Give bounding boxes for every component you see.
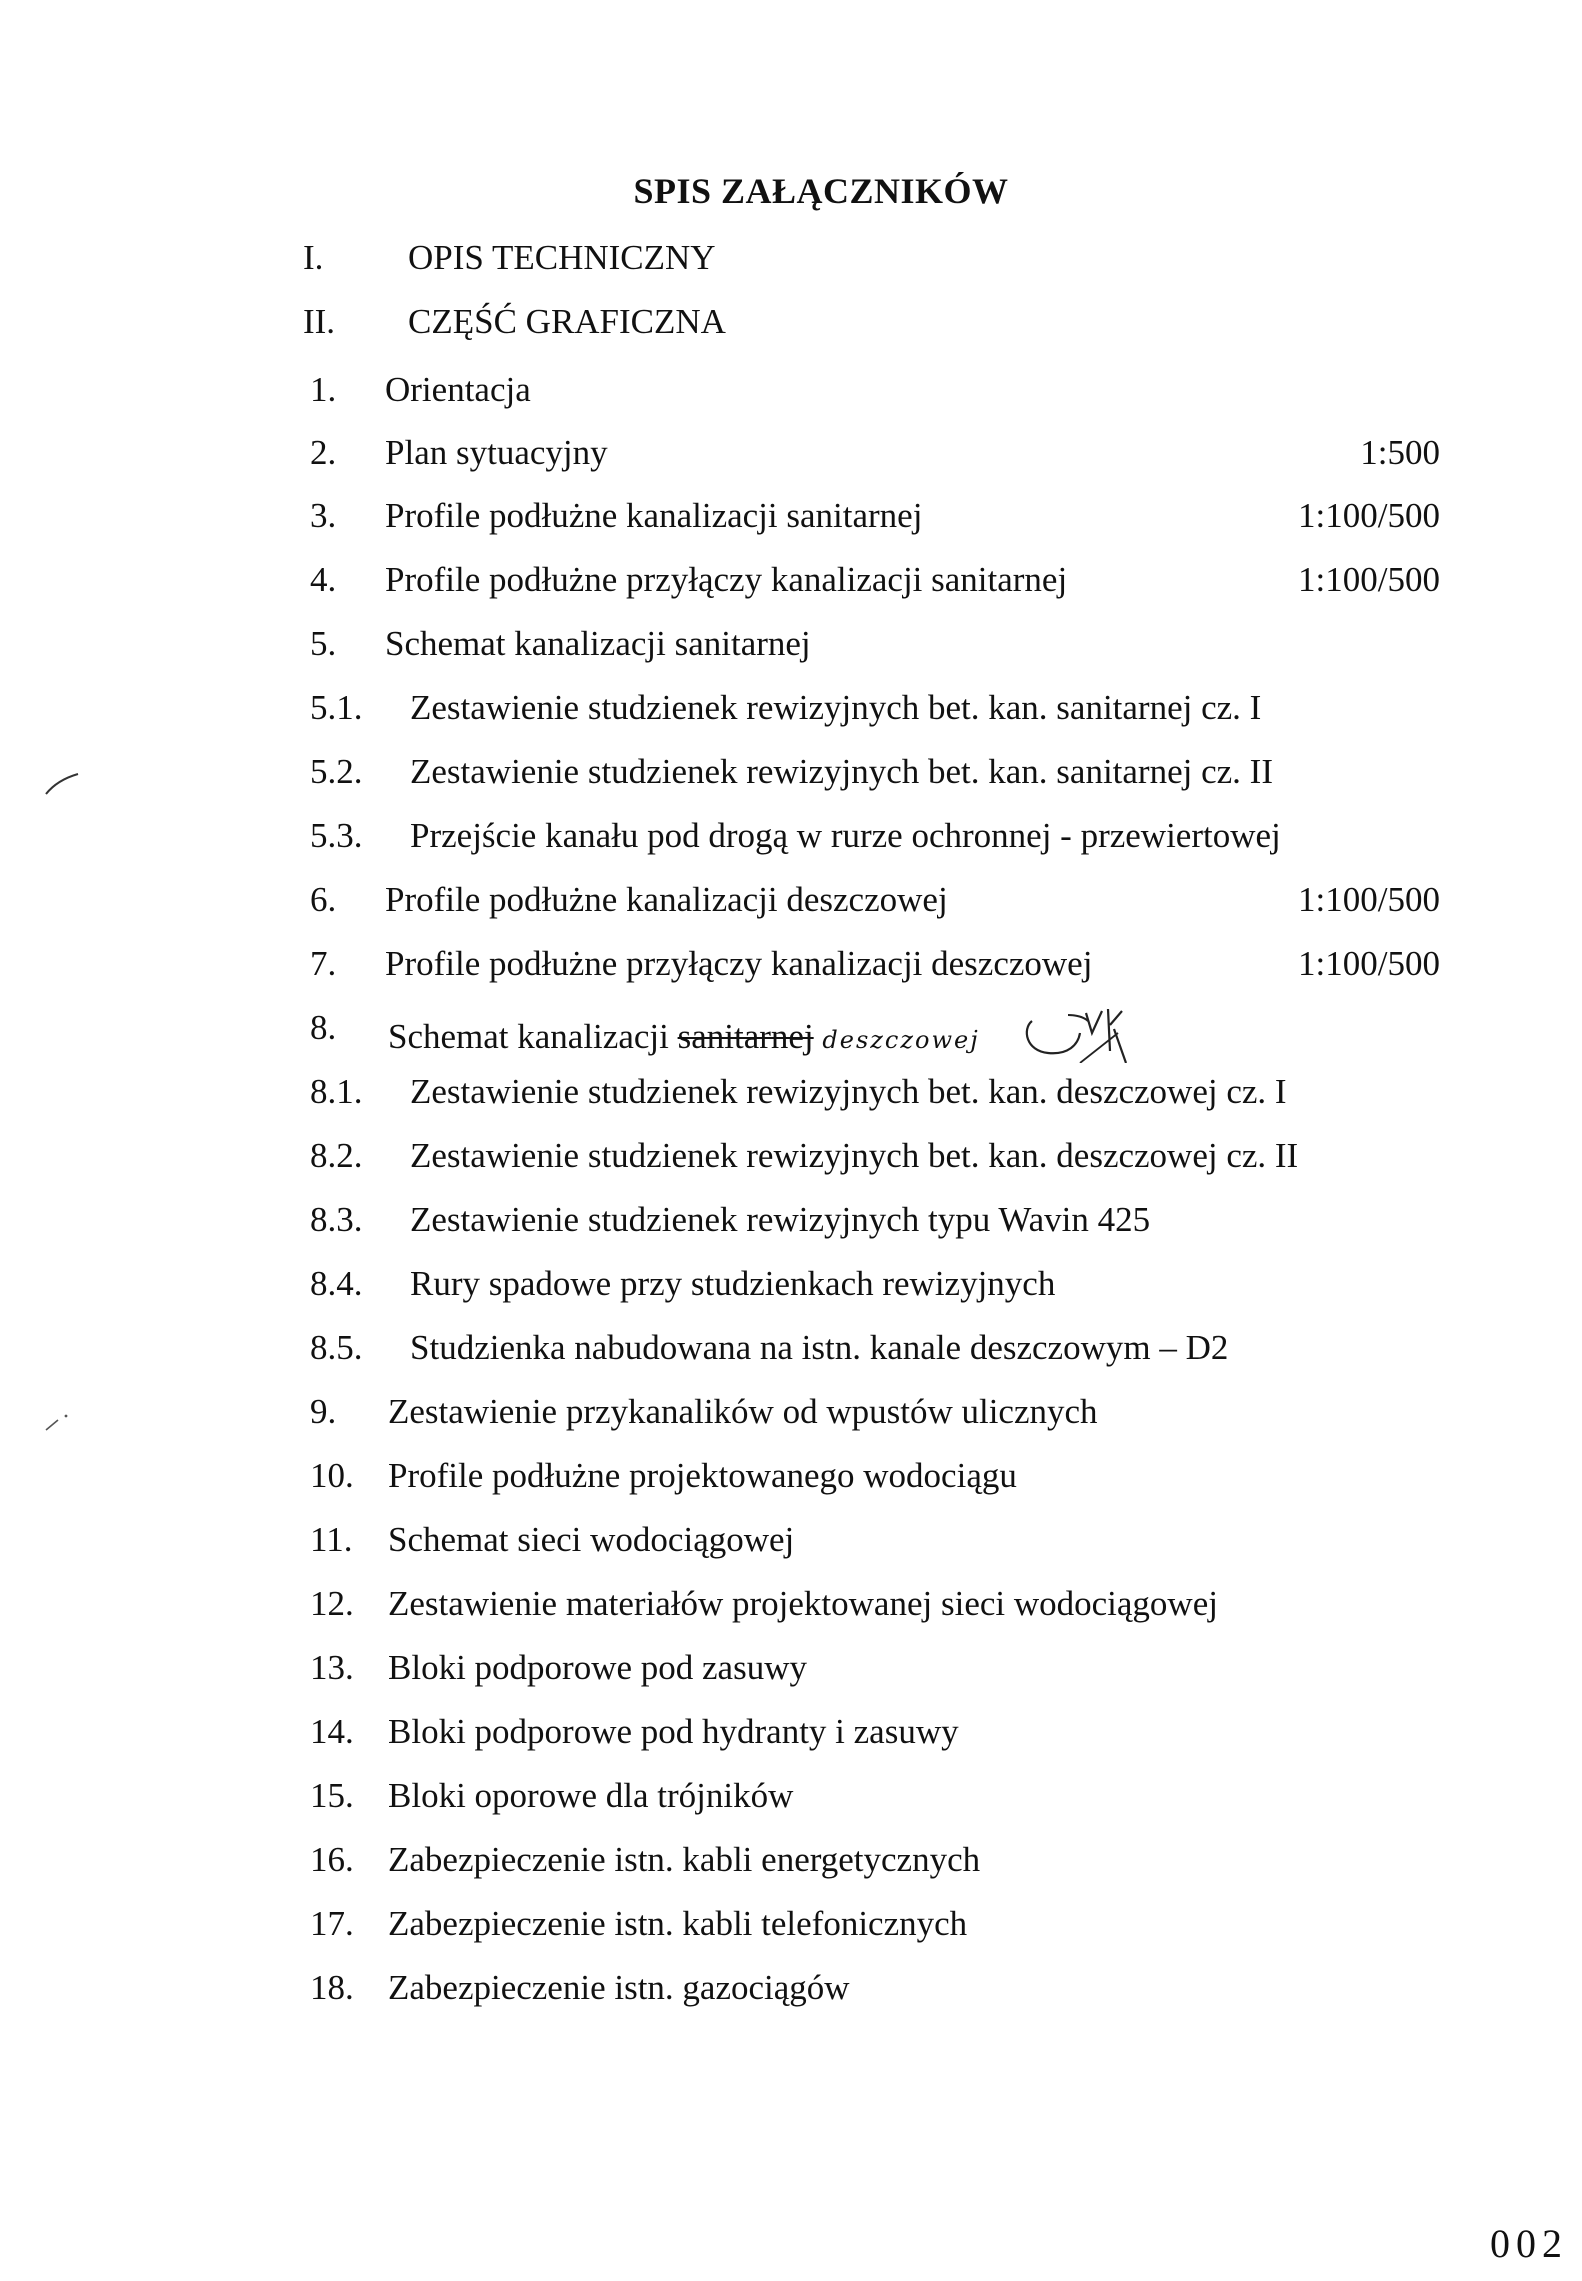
list-item (310, 555, 1440, 605)
list-item (310, 1387, 1440, 1437)
list-item (310, 1579, 1440, 1629)
section-label: OPIS TECHNICZNY (408, 238, 716, 277)
list-item (310, 1835, 1440, 1885)
list-item (310, 1323, 1440, 1373)
pen-mark (42, 1410, 72, 1434)
item-label: Przejście kanału pod drogą w rurze ochronnej - przewiertowej (410, 816, 1281, 855)
list-item (310, 811, 1440, 861)
item-number: 11. (310, 1520, 353, 1559)
list-item (310, 875, 1440, 925)
item-label: Zabezpieczenie istn. kabli telefonicznych (388, 1904, 968, 1943)
section-number: II. (303, 302, 336, 341)
item-number: 9. (310, 1392, 337, 1431)
item-scale: 1:100/500 (1298, 880, 1440, 919)
handwritten-initials (1018, 1003, 1168, 1077)
list-item (310, 1067, 1440, 1117)
item-number: 14. (310, 1712, 354, 1751)
pen-mark (42, 770, 82, 800)
item-label: Profile podłużne kanalizacji deszczowej (385, 880, 948, 919)
item-number: 1. (310, 370, 337, 409)
list-item (310, 1259, 1440, 1309)
item-label: Profile podłużne projektowanego wodociągu (388, 1456, 1017, 1495)
item-number: 15. (310, 1776, 354, 1815)
item-number: 5.2. (310, 752, 363, 791)
item-number: 5.1. (310, 688, 363, 727)
item-scale: 1:100/500 (1298, 496, 1440, 535)
section-number: I. (303, 238, 324, 277)
item-number: 8.3. (310, 1200, 363, 1239)
item-label: Zabezpieczenie istn. gazociągów (388, 1968, 850, 2007)
item-label: Zestawienie studzienek rewizyjnych bet. kan. deszczowej cz. II (410, 1136, 1299, 1175)
list-item (310, 939, 1440, 989)
item-label: Profile podłużne przyłączy kanalizacji sanitarnej (385, 560, 1068, 599)
list-item (310, 683, 1440, 733)
page-title: SPIS ZAŁĄCZNIKÓW (633, 171, 1009, 211)
item-number: 12. (310, 1584, 354, 1623)
list-item (310, 365, 1440, 415)
item-number: 17. (310, 1904, 354, 1943)
item-label-group (388, 1003, 1168, 1077)
item-label: Zestawienie studzienek rewizyjnych bet. kan. sanitarnej cz. I (410, 688, 1262, 727)
list-item (310, 1899, 1440, 1949)
section-row (303, 297, 1433, 347)
item-scale: 1:100/500 (1298, 944, 1440, 983)
item-number: 16. (310, 1840, 354, 1879)
item-label: Zestawienie materiałów projektowanej sieci wodociągowej (388, 1584, 1218, 1623)
item-number: 8.1. (310, 1072, 363, 1111)
item-label: Zestawienie przykanalików od wpustów ulicznych (388, 1392, 1098, 1431)
item-label: Zestawienie studzienek rewizyjnych bet. kan. deszczowej cz. I (410, 1072, 1287, 1111)
list-item (310, 619, 1440, 669)
list-item (310, 1451, 1440, 1501)
list-item (310, 1707, 1440, 1757)
list-item (310, 1131, 1440, 1181)
item-label: Rury spadowe przy studzienkach rewizyjnych (410, 1264, 1056, 1303)
item-number: 5.3. (310, 816, 363, 855)
list-item (310, 1195, 1440, 1245)
item-scale: 1:500 (1360, 433, 1440, 472)
item-label: Bloki podporowe pod hydranty i zasuwy (388, 1712, 959, 1751)
item-number: 2. (310, 433, 337, 472)
item-label: Bloki podporowe pod zasuwy (388, 1648, 807, 1687)
list-item (310, 1003, 1440, 1057)
list-item (310, 491, 1440, 541)
section-row (303, 233, 1433, 283)
item-number: 6. (310, 880, 337, 919)
item-label: Schemat kanalizacji sanitarnej (385, 624, 811, 663)
item-number: 8.5. (310, 1328, 363, 1367)
item-number: 3. (310, 496, 337, 535)
item-label: Studzienka nabudowana na istn. kanale deszczowym – D2 (410, 1328, 1229, 1367)
item-number: 8.4. (310, 1264, 363, 1303)
item-number: 5. (310, 624, 337, 663)
item-label: Plan sytuacyjny (385, 433, 608, 472)
item-scale: 1:100/500 (1298, 560, 1440, 599)
page-number: 002 (1490, 2221, 1568, 2266)
item-label: Zestawienie studzienek rewizyjnych bet. kan. sanitarnej cz. II (410, 752, 1273, 791)
list-item (310, 1643, 1440, 1693)
item-label: Bloki oporowe dla trójników (388, 1776, 794, 1815)
handwritten-correction: deszczowej (822, 1026, 980, 1055)
item-number: 4. (310, 560, 337, 599)
section-label: CZĘŚĆ GRAFICZNA (408, 302, 726, 341)
struck-text: sanitarnej (677, 1017, 814, 1057)
item-label: Profile podłużne kanalizacji sanitarnej (385, 496, 923, 535)
list-item (310, 1963, 1440, 2013)
item-number: 10. (310, 1456, 354, 1495)
item-label: Schemat sieci wodociągowej (388, 1520, 795, 1559)
list-item (310, 1515, 1440, 1565)
item-label: Orientacja (385, 370, 531, 409)
list-item (310, 428, 1440, 478)
item-number: 18. (310, 1968, 354, 2007)
item-label: Schemat kanalizacji (388, 1017, 669, 1057)
item-label: Zabezpieczenie istn. kabli energetycznych (388, 1840, 981, 1879)
item-number: 13. (310, 1648, 354, 1687)
item-number: 8.2. (310, 1136, 363, 1175)
item-number: 7. (310, 944, 337, 983)
list-item (310, 747, 1440, 797)
list-item (310, 1771, 1440, 1821)
item-number: 8. (310, 1008, 337, 1047)
item-label: Zestawienie studzienek rewizyjnych typu Wavin 425 (410, 1200, 1151, 1239)
item-label: Profile podłużne przyłączy kanalizacji deszczowej (385, 944, 1093, 983)
